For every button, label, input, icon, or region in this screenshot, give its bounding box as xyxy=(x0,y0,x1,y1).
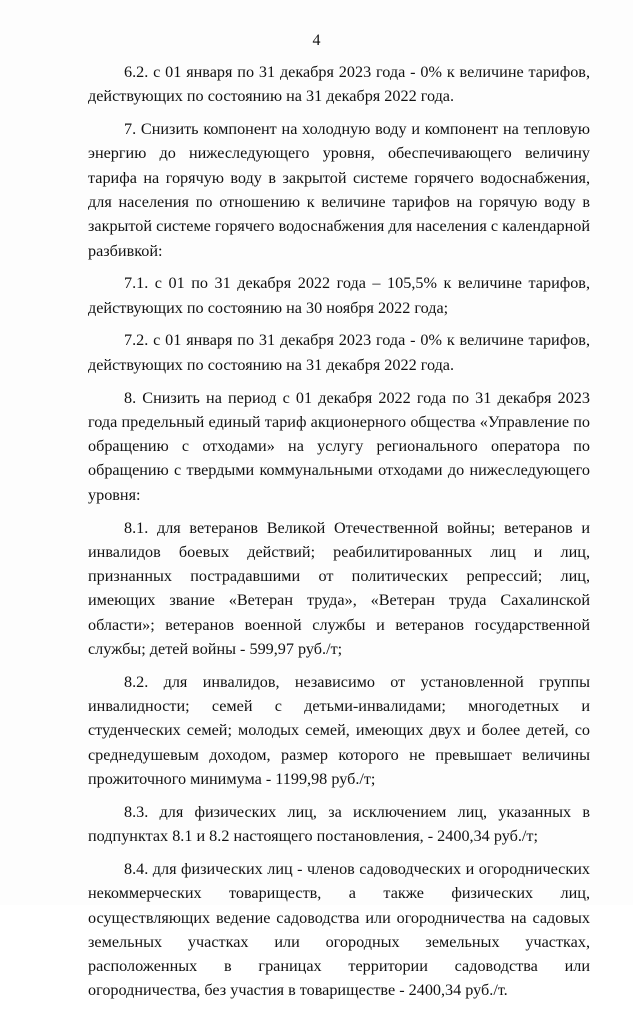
paragraph-7-2: 7.2. с 01 января по 31 декабря 2023 года - 0% к величине тарифов, действующих по состоянию на 31 декабря 2022 года. xyxy=(88,331,590,374)
page-number: 4 xyxy=(312,32,321,49)
paragraph-8-2: 8.2. для инвалидов, независимо от установленной группы инвалидности; семей с детьми-инвалидами; многодетных и студенческих семей; молодых семей, имеющих двух и более детей, со среднедушевым доходом, размер которого не превышает величины прожиточного минимума - 1199,98 руб./т; xyxy=(88,672,590,789)
paragraph-6-2: 6.2. с 01 января по 31 декабря 2023 года - 0% к величине тарифов, действующих по состоянию на 31 декабря 2022 года. xyxy=(88,63,590,106)
paragraph-8: 8. Снизить на период с 01 декабря 2022 года по 31 декабря 2023 года предельный единый тариф акционерного общества «Управление по обращению с отходами» на услугу регионального оператора по обращению с твердыми коммунальными отходами до нижеследующего уровня: xyxy=(88,388,590,504)
paragraph-8-3: 8.3. для физических лиц, за исключением лиц, указанных в подпунктах 8.1 и 8.2 настоящего постановления, - 2400,34 руб./т; xyxy=(88,802,590,846)
document-body xyxy=(88,60,590,1011)
paragraph-8-1: 8.1. для ветеранов Великой Отечественной войны; ветеранов и инвалидов боевых действий; реабилитированных лиц и лиц, признанных пострадавшими от политических репрессий; лиц, имеющих звание «Ветеран труда», «Ветеран труда Сахалинской области»; ветеранов военной службы и ветеранов государственной службы; детей войны - 599,97 руб./т; xyxy=(88,518,590,659)
paragraph-7: 7. Снизить компонент на холодную воду и компонент на тепловую энергию до нижеследующего уровня, обеспечивающего величину тарифа на горячую воду в закрытой системе горячего водоснабжения, для населения по отношению к величине тарифов на горячую воду в закрытой системе горячего водоснабжения для населения с календарной разбивкой: xyxy=(88,120,590,260)
paragraph-7-1: 7.1. с 01 по 31 декабря 2022 года – 105,5% к величине тарифов, действующих по состоянию на 30 ноября 2022 года; xyxy=(88,274,590,317)
paragraph-8-4: 8.4. для физических лиц - членов садоводческих и огороднических некоммерческих товариществ, а также физических лиц, осуществляющих ведение садоводства или огородничества на садовых земельных участках или огородных земельных участках, расположенных в границах территории садоводства или огородничества, без участия в товариществе - 2400,34 руб./т. xyxy=(88,859,590,1000)
